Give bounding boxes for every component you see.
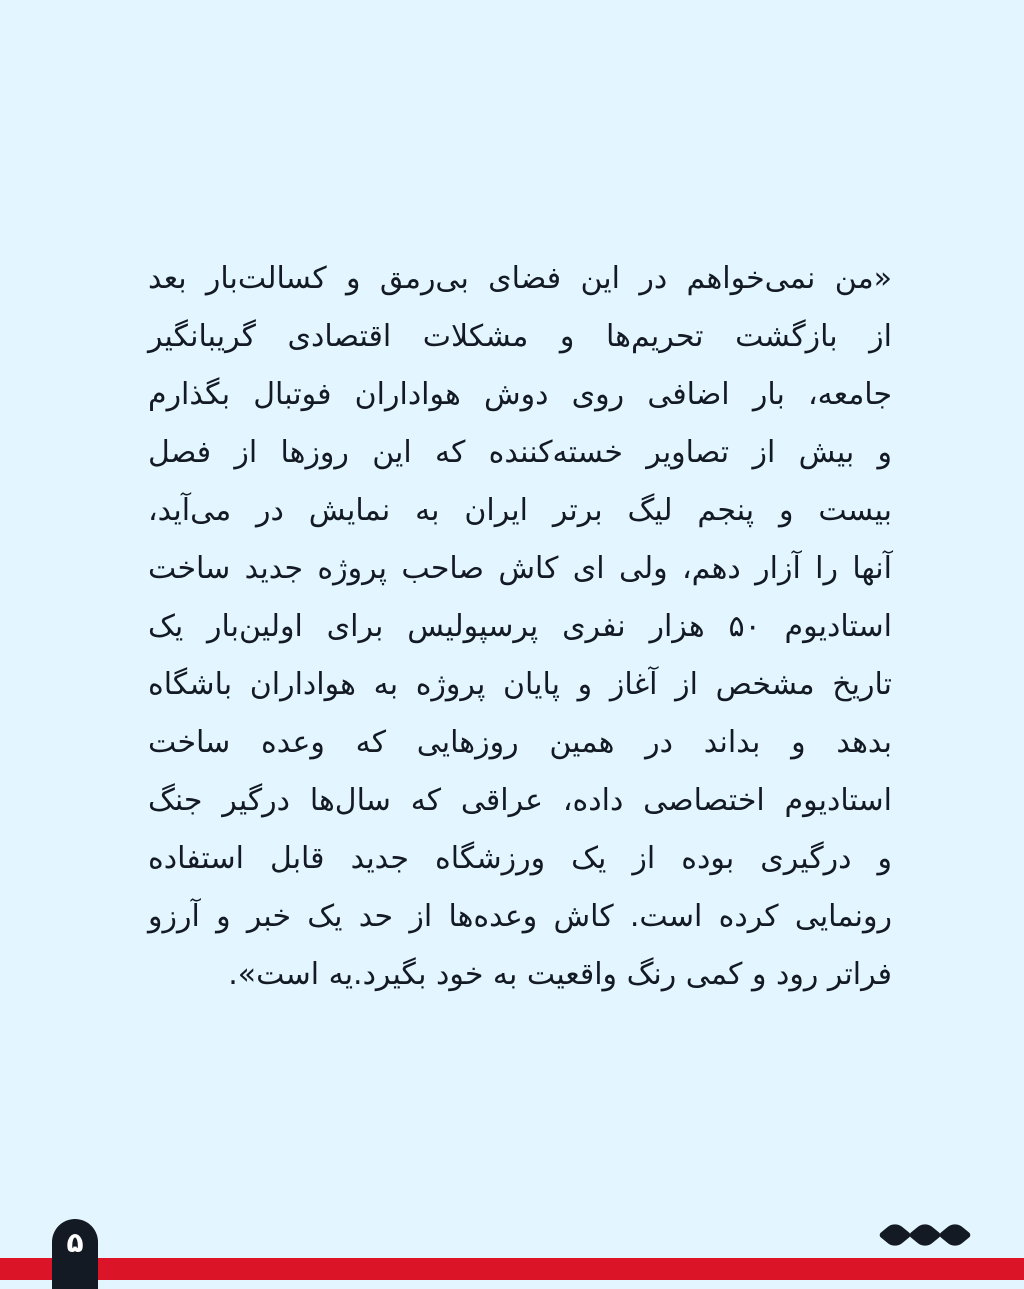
logo-dot-icon xyxy=(938,1221,972,1249)
article-line-6: آنها را آزار دهم، ولی ای کاش صاحب پروژه جدید ساخت xyxy=(148,551,892,586)
article-line-2: از بازگشت تحریم‌ها و مشکلات اقتصادی گریبانگیر xyxy=(148,319,892,354)
footer-accent-bar xyxy=(0,1258,1024,1280)
article-line-12: رونمایی کرده است. کاش وعده‌ها از حد یک خبر و آرزو xyxy=(148,899,892,934)
article-line-13: فراتر رود و کمی رنگ واقعیت به خود بگیرد.یه است». xyxy=(228,957,892,992)
article-line-4: و بیش از تصاویر خسته‌کننده که این روزها از فصل xyxy=(148,435,892,470)
article-line-8: تاریخ مشخص از آغاز و پایان پروژه به هواداران باشگاه xyxy=(148,667,892,702)
page-number-badge xyxy=(52,1219,98,1289)
article-line-11: و درگیری بوده از یک ورزشگاه جدید قابل استفاده xyxy=(148,841,892,876)
three-dots-logo-icon xyxy=(880,1218,976,1254)
article-line-9: بدهد و بداند در همین روزهایی که وعده ساخت xyxy=(148,725,892,760)
article-line-1: «من نمی‌خواهم در این فضای بی‌رمق و کسالت‌بار بعد xyxy=(148,261,892,296)
article-line-3: جامعه، بار اضافی روی دوش هواداران فوتبال بگذارم xyxy=(148,377,892,412)
article-body xyxy=(148,250,892,1004)
article-line-10: استادیوم اختصاصی داده، عراقی که سال‌ها درگیر جنگ xyxy=(148,783,892,818)
article-line-7: استادیوم ۵۰ هزار نفری پرسپولیس برای اولین‌بار یک xyxy=(148,609,892,644)
page-number: ۵ xyxy=(66,1226,84,1259)
article-line-5: بیست و پنجم لیگ برتر ایران به نمایش در می‌آید، xyxy=(148,493,892,528)
logo-dot-icon xyxy=(878,1221,912,1249)
logo-dot-icon xyxy=(908,1221,942,1249)
